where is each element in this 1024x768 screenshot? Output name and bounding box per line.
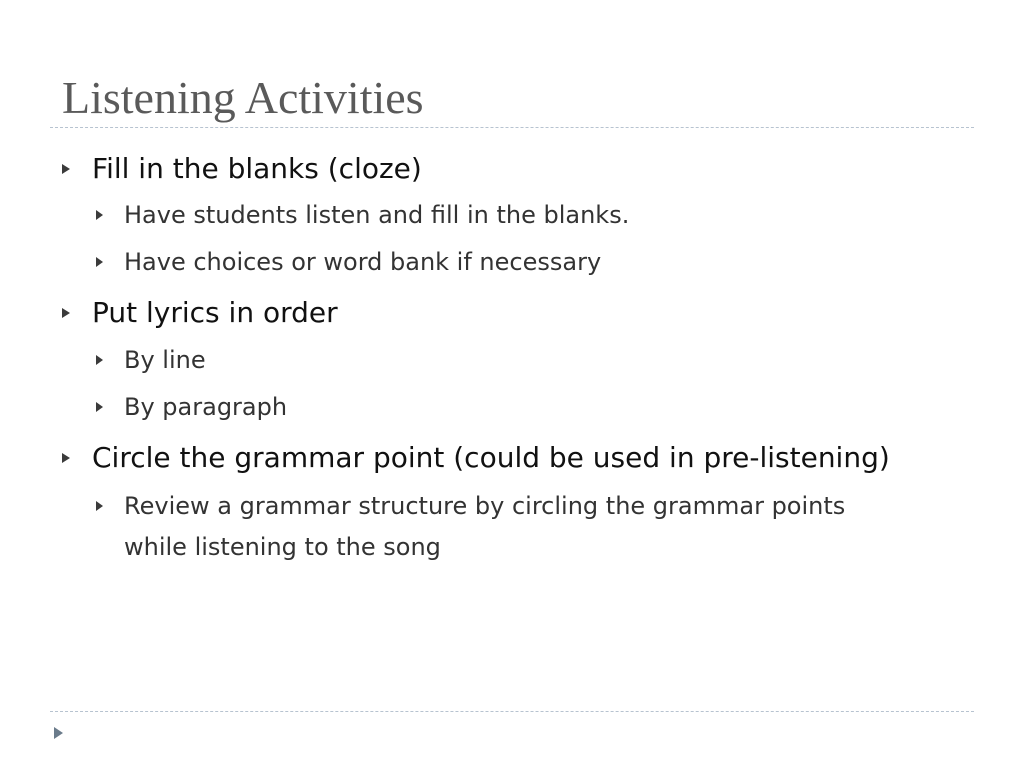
triangle-right-icon	[62, 164, 70, 174]
triangle-right-icon	[62, 453, 70, 463]
sub-bullet-item	[124, 245, 601, 279]
triangle-right-icon	[96, 355, 103, 365]
sub-bullet-text: Have choices or word bank if necessary	[124, 248, 602, 276]
triangle-right-icon	[96, 501, 103, 511]
sub-bullet-item	[124, 390, 287, 424]
triangle-right-icon	[54, 727, 63, 739]
sub-bullet-continuation	[124, 530, 441, 564]
slide-title: Listening Activities	[62, 72, 424, 123]
triangle-right-icon	[62, 308, 70, 318]
bullet-item	[92, 152, 422, 186]
sub-bullet-item	[124, 489, 845, 523]
bullet-item	[92, 441, 890, 475]
sub-bullet-text: By line	[124, 346, 206, 374]
footer-divider	[50, 711, 974, 712]
sub-bullet-text: while listening to the song	[124, 533, 441, 561]
sub-bullet-text: By paragraph	[124, 393, 288, 421]
sub-bullet-item	[124, 198, 629, 232]
triangle-right-icon	[96, 257, 103, 267]
bullet-item	[92, 296, 338, 330]
sub-bullet-item	[124, 343, 206, 377]
bullet-text: Put lyrics in order	[92, 296, 338, 329]
triangle-right-icon	[96, 210, 103, 220]
triangle-right-icon	[96, 402, 103, 412]
sub-bullet-text: Review a grammar structure by circling the grammar points	[124, 492, 846, 520]
bullet-text: Circle the grammar point (could be used in pre-listening)	[92, 441, 890, 474]
sub-bullet-text: Have students listen and fill in the blanks.	[124, 201, 630, 229]
bullet-text: Fill in the blanks (cloze)	[92, 152, 422, 185]
title-divider	[50, 127, 974, 128]
